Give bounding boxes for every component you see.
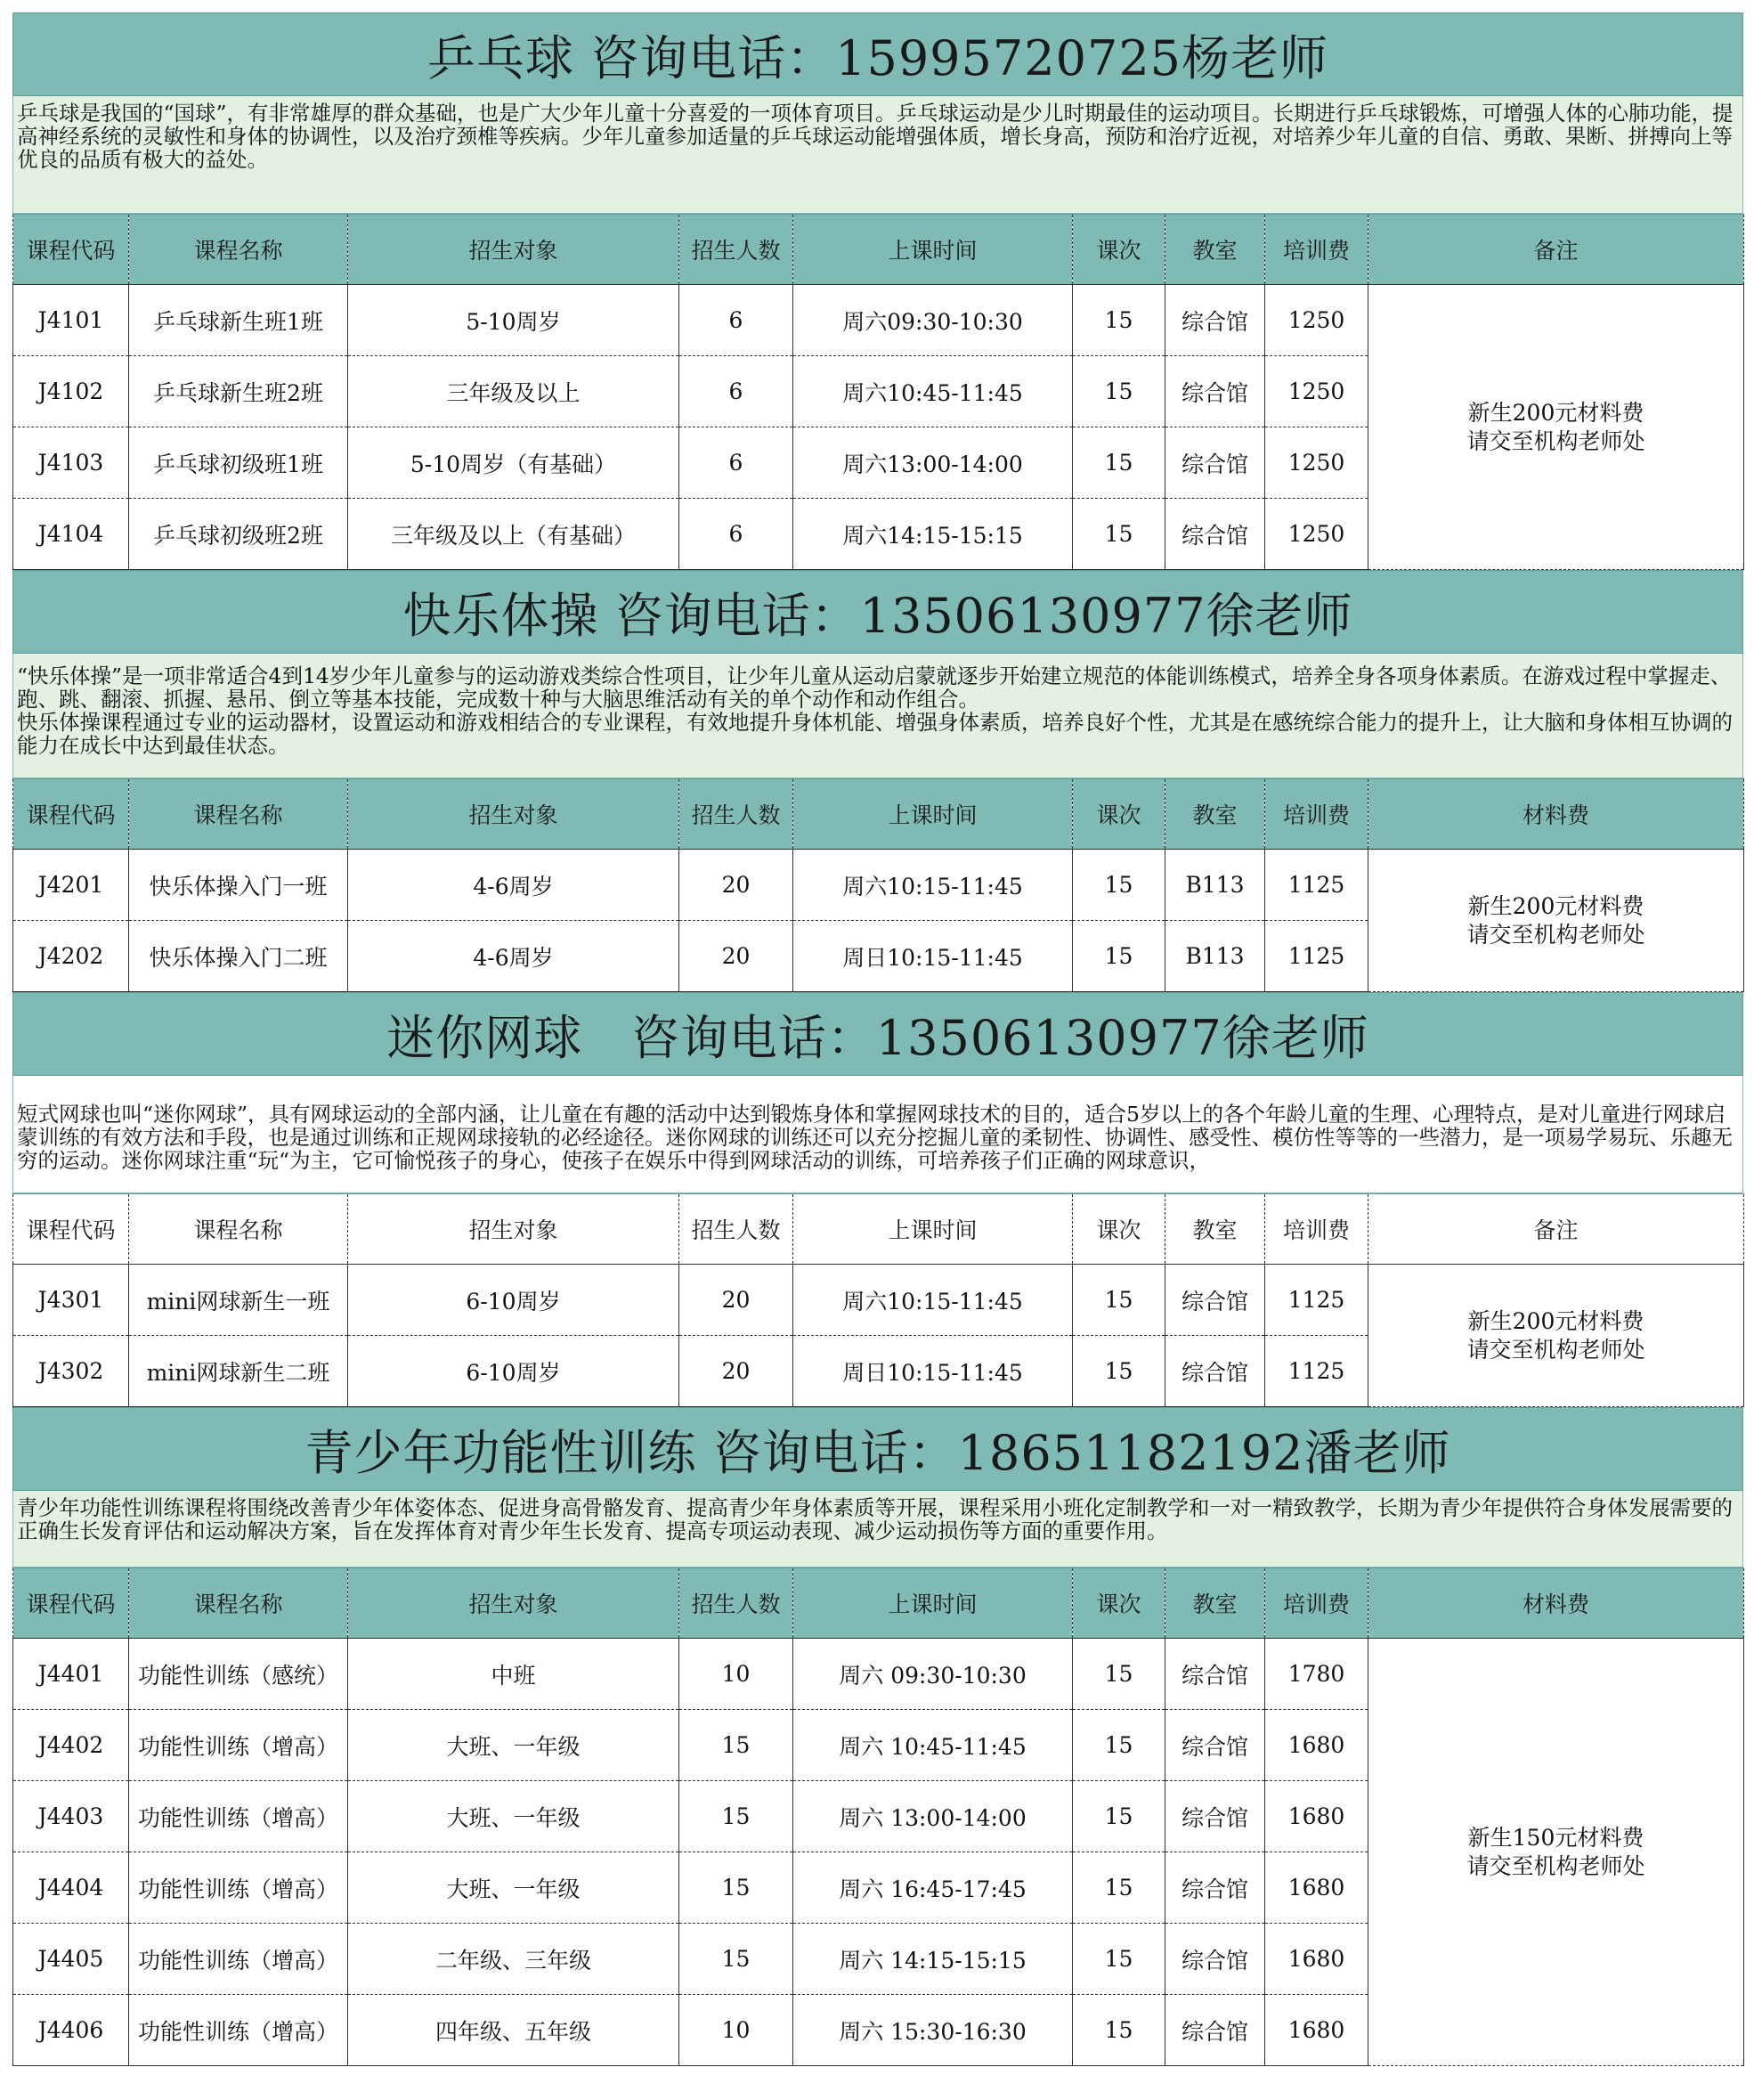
cell-fee: 1780 [1265, 1639, 1368, 1710]
section-functional-training [12, 1407, 1743, 2066]
cell-count: 6 [679, 285, 793, 356]
col-header-fee: 培训费 [1265, 1194, 1368, 1265]
cell-room: 综合馆 [1165, 1852, 1265, 1924]
cell-count: 15 [679, 1924, 793, 1995]
cell-room: B113 [1165, 850, 1265, 921]
col-header-fee: 培训费 [1265, 779, 1368, 850]
col-header-note: 备注 [1368, 215, 1744, 285]
table-row [13, 850, 1744, 921]
course-table [12, 778, 1744, 992]
section-title: 快乐体操 咨询电话：13506130977徐老师 [12, 570, 1743, 654]
table-header-row [13, 1568, 1744, 1639]
cell-time: 周六10:15-11:45 [793, 850, 1073, 921]
cell-lessons: 15 [1073, 1781, 1165, 1852]
section-intro [12, 1076, 1743, 1193]
col-header-target: 招生对象 [348, 779, 679, 850]
cell-room: 综合馆 [1165, 1639, 1265, 1710]
col-header-name: 课程名称 [129, 215, 348, 285]
col-header-room: 教室 [1165, 779, 1265, 850]
cell-time: 周六 13:00-14:00 [793, 1781, 1073, 1852]
col-header-count: 招生人数 [679, 1568, 793, 1639]
cell-time: 周六 09:30-10:30 [793, 1639, 1073, 1710]
table-header-row [13, 1194, 1744, 1265]
cell-room: 综合馆 [1165, 1710, 1265, 1781]
cell-lessons: 15 [1073, 850, 1165, 921]
cell-name: 功能性训练（增高） [129, 1995, 348, 2066]
cell-code: J4405 [13, 1924, 129, 1995]
section-title: 乒乓球 咨询电话：15995720725杨老师 [12, 12, 1743, 96]
section-mini-tennis [12, 992, 1743, 1407]
cell-target: 5-10周岁（有基础） [348, 427, 679, 499]
cell-target: 三年级及以上（有基础） [348, 499, 679, 570]
col-header-room: 教室 [1165, 1194, 1265, 1265]
cell-target: 4-6周岁 [348, 850, 679, 921]
cell-fee: 1125 [1265, 850, 1368, 921]
intro-paragraph: 短式网球也叫“迷你网球”，具有网球运动的全部内涵，让儿童在有趣的活动中达到锻炼身体和掌握网球技术的目的，适合5岁以上的各个年龄儿童的生理、心理特点，是对儿童进行网球启蒙训练的有效方法和手段，也是通过训练和正规网球接轨的必经途径。迷你网球的训练还可以充分挖掘儿童的柔韧性、协调性、感受性、模仿性等等的一些潜力，是一项易学易玩、乐趣无穷的运动。迷你网球注重“玩“为主，它可愉悦孩子的身心，使孩子在娱乐中得到网球活动的训练，可培养孩子们正确的网球意识， [17, 1102, 1733, 1173]
course-table [12, 1567, 1744, 2066]
cell-fee: 1125 [1265, 1336, 1368, 1407]
section-title: 迷你网球 咨询电话：13506130977徐老师 [12, 992, 1743, 1076]
col-header-room: 教室 [1165, 215, 1265, 285]
cell-name: 功能性训练（增高） [129, 1852, 348, 1924]
table-header-row [13, 779, 1744, 850]
cell-count: 6 [679, 427, 793, 499]
cell-time: 周六 10:45-11:45 [793, 1710, 1073, 1781]
col-header-fee: 培训费 [1265, 215, 1368, 285]
cell-code: J4102 [13, 356, 129, 427]
cell-name: 功能性训练（增高） [129, 1781, 348, 1852]
cell-name: 功能性训练（增高） [129, 1924, 348, 1995]
cell-code: J4103 [13, 427, 129, 499]
cell-target: 大班、一年级 [348, 1710, 679, 1781]
cell-name: 乒乓球初级班1班 [129, 427, 348, 499]
col-header-material-fee: 材料费 [1368, 1568, 1744, 1639]
table-row [13, 285, 1744, 356]
cell-name: 乒乓球初级班2班 [129, 499, 348, 570]
cell-room: 综合馆 [1165, 1336, 1265, 1407]
cell-room: 综合馆 [1165, 1781, 1265, 1852]
cell-fee: 1125 [1265, 921, 1368, 992]
col-header-count: 招生人数 [679, 215, 793, 285]
cell-lessons: 15 [1073, 499, 1165, 570]
cell-time: 周日10:15-11:45 [793, 921, 1073, 992]
cell-target: 大班、一年级 [348, 1781, 679, 1852]
cell-room: 综合馆 [1165, 499, 1265, 570]
course-sheet [12, 12, 1743, 2066]
cell-count: 6 [679, 356, 793, 427]
col-header-name: 课程名称 [129, 1194, 348, 1265]
cell-lessons: 15 [1073, 921, 1165, 992]
cell-count: 10 [679, 1639, 793, 1710]
cell-fee: 1125 [1265, 1265, 1368, 1336]
cell-target: 四年级、五年级 [348, 1995, 679, 2066]
cell-name: mini网球新生二班 [129, 1336, 348, 1407]
cell-note: 新生200元材料费 请交至机构老师处 [1368, 1265, 1744, 1407]
cell-lessons: 15 [1073, 1336, 1165, 1407]
cell-fee: 1680 [1265, 1710, 1368, 1781]
col-header-fee: 培训费 [1265, 1568, 1368, 1639]
intro-paragraph: “快乐体操”是一项非常适合4到14岁少年儿童参与的运动游戏类综合性项目，让少年儿童从运动启蒙就逐步开始建立规范的体能训练模式，培养全身各项身体素质。在游戏过程中掌握走、跑、跳、翻滚、抓握、悬吊、倒立等基本技能，完成数十种与大脑思维活动有关的单个动作和动作组合。 [17, 663, 1732, 712]
cell-fee: 1250 [1265, 285, 1368, 356]
cell-lessons: 15 [1073, 356, 1165, 427]
col-header-code: 课程代码 [13, 1194, 129, 1265]
cell-name: 功能性训练（感统） [129, 1639, 348, 1710]
col-header-code: 课程代码 [13, 215, 129, 285]
cell-fee: 1250 [1265, 427, 1368, 499]
cell-target: 5-10周岁 [348, 285, 679, 356]
col-header-lessons: 课次 [1073, 1568, 1165, 1639]
col-header-target: 招生对象 [348, 215, 679, 285]
cell-code: J4402 [13, 1710, 129, 1781]
col-header-name: 课程名称 [129, 779, 348, 850]
cell-note: 新生200元材料费 请交至机构老师处 [1368, 850, 1744, 992]
cell-time: 周六14:15-15:15 [793, 499, 1073, 570]
col-header-note: 备注 [1368, 1194, 1744, 1265]
col-header-target: 招生对象 [348, 1568, 679, 1639]
cell-room: 综合馆 [1165, 356, 1265, 427]
cell-code: J4202 [13, 921, 129, 992]
section-intro [12, 1491, 1743, 1567]
cell-name: mini网球新生一班 [129, 1265, 348, 1336]
cell-target: 中班 [348, 1639, 679, 1710]
cell-target: 6-10周岁 [348, 1265, 679, 1336]
intro-paragraph: 快乐体操课程通过专业的运动器材，设置运动和游戏相结合的专业课程，有效地提升身体机能、增强身体素质，培养良好个性，尤其是在感统综合能力的提升上，让大脑和身体相互协调的能力在成长中达到最佳状态。 [17, 710, 1733, 758]
cell-code: J4401 [13, 1639, 129, 1710]
cell-note: 新生200元材料费 请交至机构老师处 [1368, 285, 1744, 570]
cell-count: 15 [679, 1710, 793, 1781]
intro-paragraph: 青少年功能性训练课程将围绕改善青少年体姿体态、促进身高骨骼发育、提高青少年身体素质等开展，课程采用小班化定制教学和一对一精致教学，长期为青少年提供符合身体发展需要的正确生长发育评估和运动解决方案，旨在发挥体育对青少年生长发育、提高专项运动表现、减少运动损伤等方面的重要作用。 [17, 1495, 1733, 1543]
cell-fee: 1250 [1265, 499, 1368, 570]
cell-room: 综合馆 [1165, 427, 1265, 499]
cell-time: 周六09:30-10:30 [793, 285, 1073, 356]
cell-time: 周六10:45-11:45 [793, 356, 1073, 427]
cell-time: 周六10:15-11:45 [793, 1265, 1073, 1336]
cell-name: 乒乓球新生班2班 [129, 356, 348, 427]
section-table-tennis [12, 12, 1743, 570]
cell-note: 新生150元材料费 请交至机构老师处 [1368, 1639, 1744, 2066]
table-row [13, 1265, 1744, 1336]
cell-lessons: 15 [1073, 285, 1165, 356]
section-gymnastics [12, 570, 1743, 992]
cell-target: 6-10周岁 [348, 1336, 679, 1407]
cell-room: 综合馆 [1165, 285, 1265, 356]
col-header-count: 招生人数 [679, 1194, 793, 1265]
cell-name: 功能性训练（增高） [129, 1710, 348, 1781]
cell-code: J4403 [13, 1781, 129, 1852]
cell-time: 周六 15:30-16:30 [793, 1995, 1073, 2066]
cell-fee: 1680 [1265, 1852, 1368, 1924]
cell-name: 快乐体操入门二班 [129, 921, 348, 992]
cell-lessons: 15 [1073, 427, 1165, 499]
cell-lessons: 15 [1073, 1639, 1165, 1710]
cell-code: J4404 [13, 1852, 129, 1924]
cell-count: 20 [679, 921, 793, 992]
cell-count: 6 [679, 499, 793, 570]
cell-room: B113 [1165, 921, 1265, 992]
col-header-lessons: 课次 [1073, 215, 1165, 285]
cell-code: J4104 [13, 499, 129, 570]
cell-target: 大班、一年级 [348, 1852, 679, 1924]
cell-code: J4301 [13, 1265, 129, 1336]
cell-target: 二年级、三年级 [348, 1924, 679, 1995]
intro-paragraph: 乒乓球是我国的“国球”，有非常雄厚的群众基础，也是广大少年儿童十分喜爱的一项体育项目。乒乓球运动是少儿时期最佳的运动项目。长期进行乒乓球锻炼，可增强人体的心肺功能，提高神经系统的灵敏性和身体的协调性，以及治疗颈椎等疾病。少年儿童参加适量的乒乓球运动能增强体质，增长身高，预防和治疗近视，对培养少年儿童的自信、勇敢、果断、拼搏向上等优良的品质有极大的益处。 [17, 101, 1734, 172]
cell-room: 综合馆 [1165, 1924, 1265, 1995]
cell-target: 三年级及以上 [348, 356, 679, 427]
section-intro [12, 96, 1743, 214]
cell-fee: 1250 [1265, 356, 1368, 427]
cell-fee: 1680 [1265, 1924, 1368, 1995]
col-header-lessons: 课次 [1073, 1194, 1165, 1265]
section-title: 青少年功能性训练 咨询电话：18651182192潘老师 [12, 1407, 1743, 1491]
cell-lessons: 15 [1073, 1852, 1165, 1924]
col-header-code: 课程代码 [13, 1568, 129, 1639]
col-header-time: 上课时间 [793, 1194, 1073, 1265]
cell-lessons: 15 [1073, 1924, 1165, 1995]
cell-target: 4-6周岁 [348, 921, 679, 992]
section-intro [12, 654, 1743, 778]
col-header-time: 上课时间 [793, 215, 1073, 285]
cell-count: 20 [679, 1336, 793, 1407]
cell-count: 20 [679, 850, 793, 921]
cell-lessons: 15 [1073, 1265, 1165, 1336]
table-row [13, 1639, 1744, 1710]
col-header-room: 教室 [1165, 1568, 1265, 1639]
col-header-lessons: 课次 [1073, 779, 1165, 850]
col-header-material-fee: 材料费 [1368, 779, 1744, 850]
cell-fee: 1680 [1265, 1995, 1368, 2066]
cell-code: J4201 [13, 850, 129, 921]
cell-lessons: 15 [1073, 1710, 1165, 1781]
cell-count: 20 [679, 1265, 793, 1336]
cell-code: J4101 [13, 285, 129, 356]
table-header-row [13, 215, 1744, 285]
cell-count: 10 [679, 1995, 793, 2066]
cell-code: J4406 [13, 1995, 129, 2066]
col-header-code: 课程代码 [13, 779, 129, 850]
course-table [12, 1193, 1744, 1407]
cell-time: 周日10:15-11:45 [793, 1336, 1073, 1407]
cell-fee: 1680 [1265, 1781, 1368, 1852]
col-header-target: 招生对象 [348, 1194, 679, 1265]
cell-room: 综合馆 [1165, 1995, 1265, 2066]
cell-count: 15 [679, 1852, 793, 1924]
cell-count: 15 [679, 1781, 793, 1852]
col-header-name: 课程名称 [129, 1568, 348, 1639]
cell-lessons: 15 [1073, 1995, 1165, 2066]
cell-time: 周六 16:45-17:45 [793, 1852, 1073, 1924]
cell-room: 综合馆 [1165, 1265, 1265, 1336]
cell-time: 周六 14:15-15:15 [793, 1924, 1073, 1995]
col-header-count: 招生人数 [679, 779, 793, 850]
col-header-time: 上课时间 [793, 1568, 1073, 1639]
cell-code: J4302 [13, 1336, 129, 1407]
cell-time: 周六13:00-14:00 [793, 427, 1073, 499]
cell-name: 乒乓球新生班1班 [129, 285, 348, 356]
cell-name: 快乐体操入门一班 [129, 850, 348, 921]
col-header-time: 上课时间 [793, 779, 1073, 850]
course-table [12, 214, 1744, 570]
